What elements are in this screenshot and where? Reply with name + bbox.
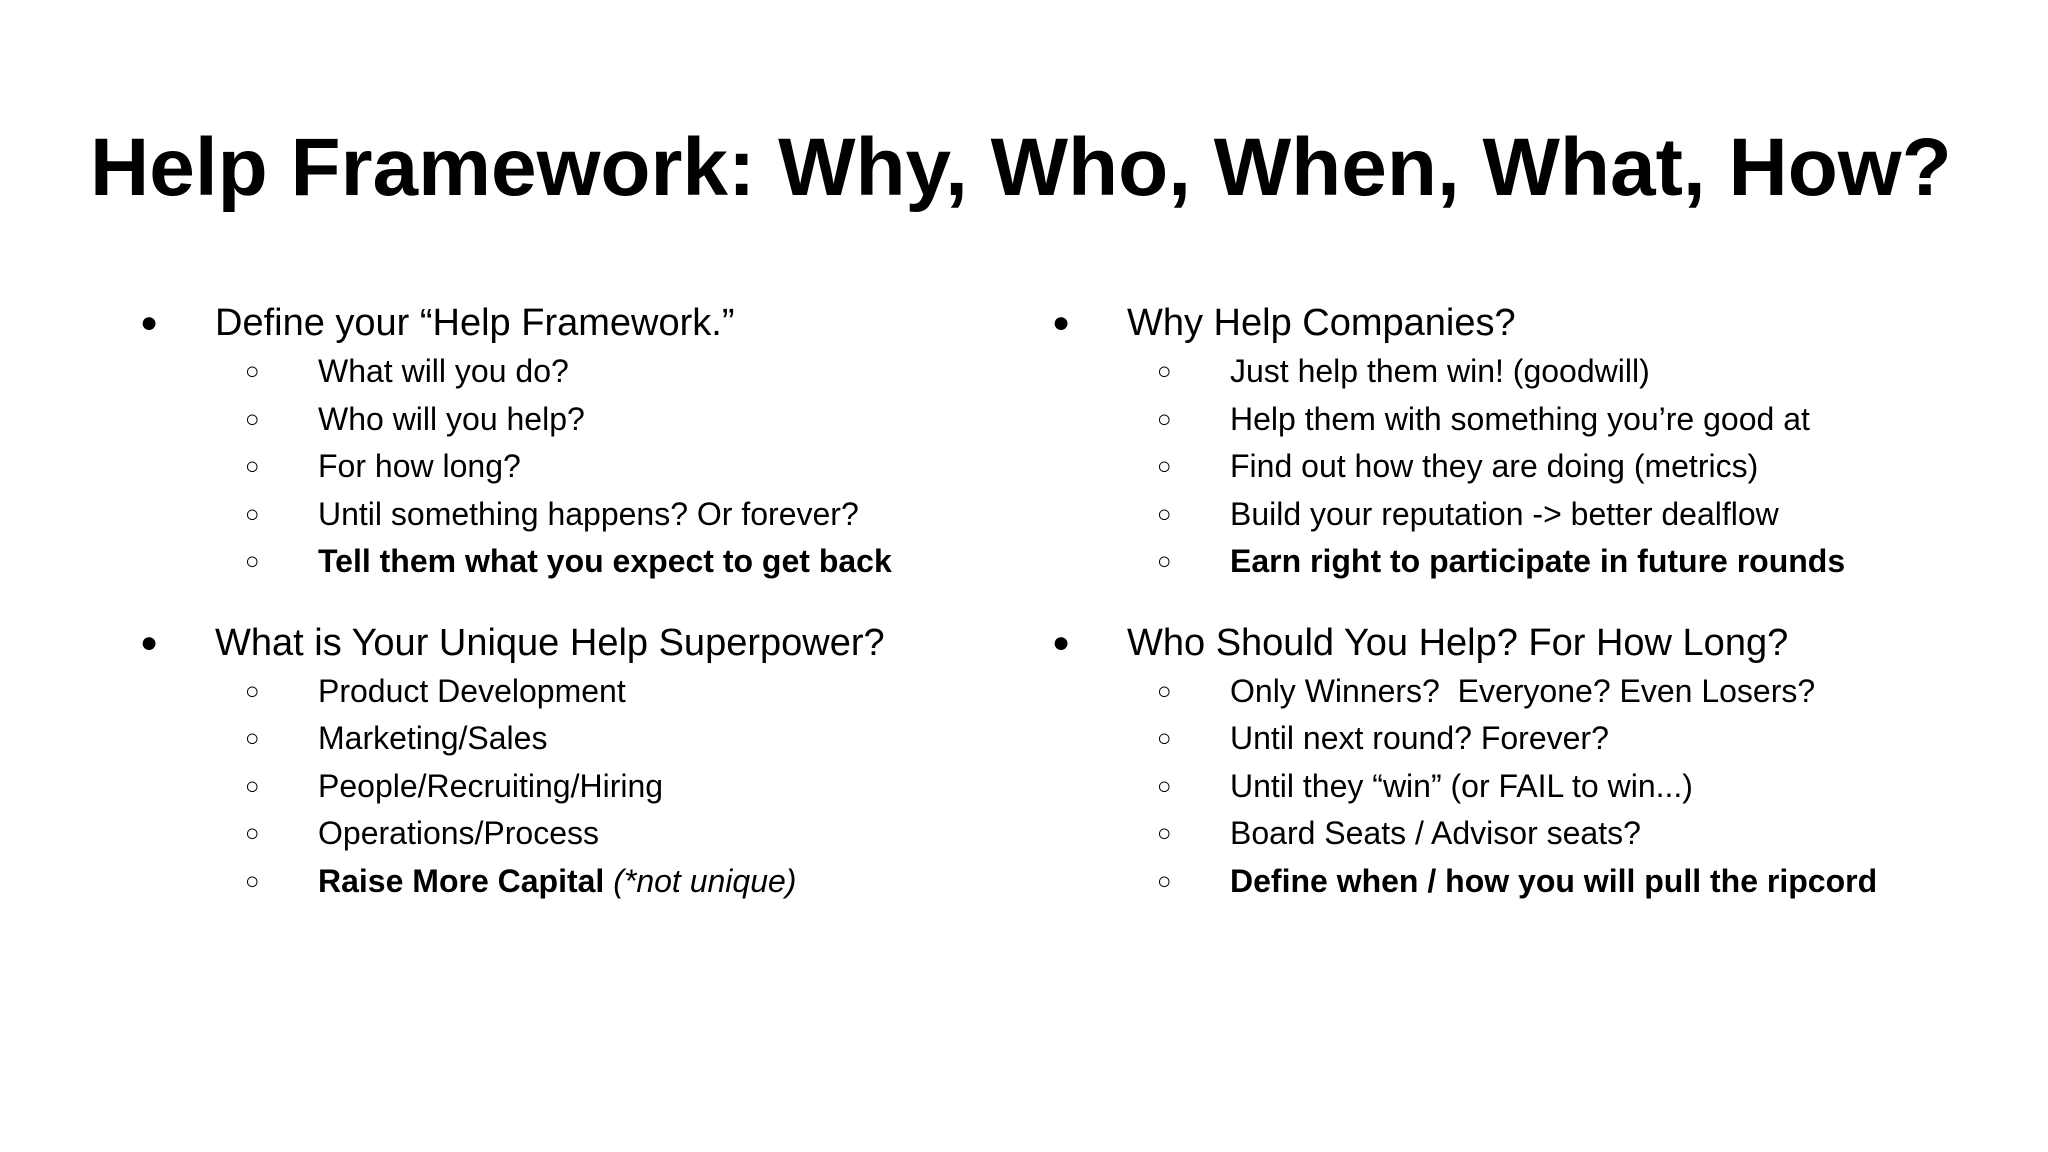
sub-bullet — [1052, 668, 2012, 716]
sub-bullet-text: Until next round? Forever? — [1230, 720, 1609, 756]
sub-bullet-bold-text: Earn right to participate in future rounds — [1230, 543, 1846, 579]
sub-bullet-emphasis — [1052, 858, 2012, 906]
hollow-bullet-icon: ○ — [245, 867, 260, 895]
sub-bullet — [140, 810, 1000, 858]
filled-bullet-icon: ● — [1052, 306, 1071, 339]
hollow-bullet-icon: ○ — [1157, 725, 1172, 752]
hollow-bullet-icon: ○ — [1157, 548, 1172, 575]
bullet-heading-text: Define your “Help Framework.” — [215, 302, 735, 344]
sub-bullet-mixed-text — [318, 858, 796, 906]
bullet-section-who-help — [1052, 618, 2012, 906]
sub-bullet-text: Operations/Process — [318, 815, 600, 851]
hollow-bullet-icon: ○ — [1157, 405, 1172, 433]
sub-bullet-text: Build your reputation -> better dealflow — [1230, 495, 1779, 532]
sub-bullet-text: Find out how they are doing (metrics) — [1230, 448, 1759, 484]
sub-bullet-emphasis — [140, 538, 1000, 586]
sub-bullet — [1052, 715, 2012, 763]
hollow-bullet-icon: ○ — [245, 548, 260, 575]
sub-bullet — [1052, 491, 2012, 539]
hollow-bullet-icon: ○ — [1157, 358, 1172, 385]
sub-bullet — [1052, 810, 2012, 858]
filled-bullet-icon: ● — [1052, 625, 1071, 659]
sub-bullet-emphasis — [140, 858, 1000, 906]
sub-bullet — [140, 715, 1000, 763]
sub-bullet-text: Marketing/Sales — [318, 720, 548, 756]
sub-bullet-text: For how long? — [318, 448, 521, 484]
sub-bullet-text: Product Development — [318, 672, 626, 709]
sub-bullet — [1052, 443, 2012, 491]
sub-bullet-text: Help them with something you’re good at — [1230, 400, 1810, 437]
hollow-bullet-icon: ○ — [245, 405, 260, 433]
slide-title: Help Framework: Why, Who, When, What, How? — [90, 122, 1952, 213]
sub-bullet — [140, 763, 1000, 811]
sub-bullet — [140, 668, 1000, 716]
left-column — [140, 298, 1000, 905]
hollow-bullet-icon: ○ — [245, 772, 260, 800]
hollow-bullet-icon: ○ — [245, 453, 260, 480]
hollow-bullet-icon: ○ — [245, 820, 260, 847]
sub-bullet-text: Only Winners? Everyone? Even Losers? — [1230, 672, 1816, 709]
hollow-bullet-icon: ○ — [245, 725, 260, 752]
sub-bullet — [1052, 348, 2012, 396]
bullet-section-superpower — [140, 618, 1000, 906]
hollow-bullet-icon: ○ — [245, 677, 260, 705]
bullet-heading — [1052, 618, 2012, 668]
right-column — [1052, 298, 2012, 905]
hollow-bullet-icon: ○ — [1157, 453, 1172, 480]
bullet-heading-text: What is Your Unique Help Superpower? — [215, 621, 885, 664]
filled-bullet-icon: ● — [140, 306, 159, 339]
sub-bullet-text: Who will you help? — [318, 400, 585, 437]
sub-bullet-text: Just help them win! (goodwill) — [1230, 353, 1650, 389]
hollow-bullet-icon: ○ — [1157, 820, 1172, 847]
sub-bullet-text: What will you do? — [318, 353, 569, 389]
bullet-section-help-framework — [140, 298, 1000, 586]
bullet-heading — [140, 298, 1000, 348]
sub-bullet-text: Board Seats / Advisor seats? — [1230, 815, 1641, 851]
sub-bullet — [140, 396, 1000, 444]
sub-bullet-text: People/Recruiting/Hiring — [318, 767, 664, 804]
sub-bullet-bold-text: Define when / how you will pull the ripcord — [1230, 862, 1878, 899]
sub-bullet — [1052, 396, 2012, 444]
hollow-bullet-icon: ○ — [245, 500, 260, 528]
bullet-heading — [140, 618, 1000, 668]
hollow-bullet-icon: ○ — [1157, 867, 1172, 895]
hollow-bullet-icon: ○ — [245, 358, 260, 385]
bullet-heading — [1052, 298, 2012, 348]
hollow-bullet-icon: ○ — [1157, 500, 1172, 528]
bullet-heading-text: Why Help Companies? — [1127, 302, 1516, 344]
hollow-bullet-icon: ○ — [1157, 772, 1172, 800]
sub-bullet-emphasis — [1052, 538, 2012, 586]
sub-bullet — [140, 443, 1000, 491]
sub-bullet-italic-note: (*not unique) — [613, 862, 797, 899]
sub-bullet-text: Until they “win” (or FAIL to win...) — [1230, 767, 1693, 804]
sub-bullet-text: Until something happens? Or forever? — [318, 495, 859, 532]
sub-bullet — [140, 348, 1000, 396]
sub-bullet-bold-text: Raise More Capital — [318, 862, 605, 899]
hollow-bullet-icon: ○ — [1157, 677, 1172, 705]
sub-bullet — [1052, 763, 2012, 811]
bullet-heading-text: Who Should You Help? For How Long? — [1127, 621, 1789, 664]
sub-bullet — [140, 491, 1000, 539]
filled-bullet-icon: ● — [140, 625, 159, 659]
sub-bullet-bold-text: Tell them what you expect to get back — [318, 543, 892, 579]
bullet-section-why-help — [1052, 298, 2012, 586]
